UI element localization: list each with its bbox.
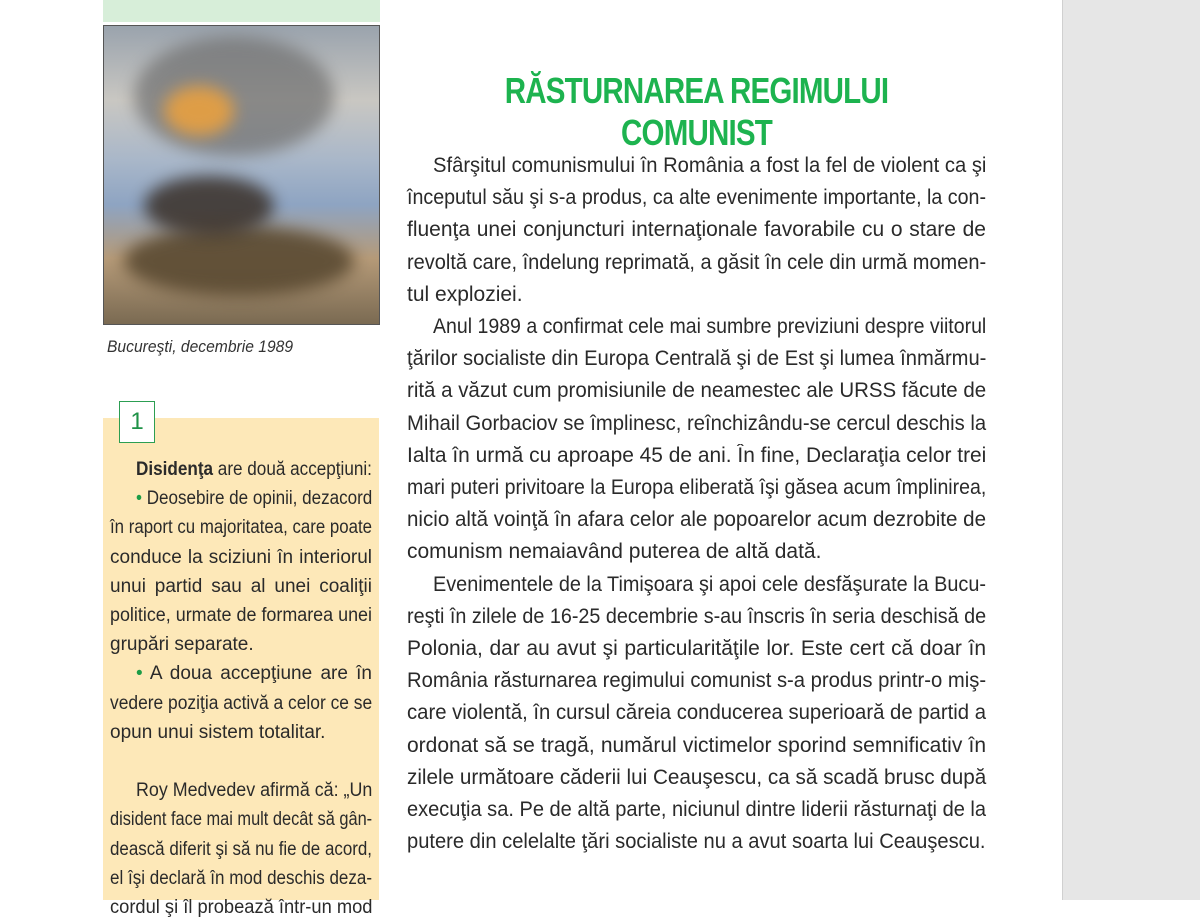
text-line [110,513,372,542]
text-line [407,182,986,214]
header-strip [103,0,380,22]
main-text [407,150,986,858]
line-text: începutul său şi s-a produs, ca alte evenimente importante, la con- [407,186,986,210]
text-line [407,472,986,504]
text-line [110,805,372,834]
text-line [110,776,372,805]
line-text: nicio altă voinţă în afara celor ale popoarelor acum dezrobite de [407,508,986,532]
bullet-icon: • [136,663,143,685]
line-text: fluenţa unei conjuncturi internaţionale favorabile cu o stare de [407,218,986,242]
line-text: reşti în zilele de 16-25 decembrie s-au înscris în seria deschisă de [407,604,987,628]
line-text: tul exploziei. [407,282,523,306]
text-line [407,794,986,826]
text-line [407,247,986,279]
text-line [110,455,372,484]
text-line [110,601,372,630]
line-text: Mihail Gorbaciov se împlinesc, reînchizându-se cercul deschis la [407,411,987,435]
line-text: conduce la sciziuni în interiorul [110,546,372,568]
text-line [407,343,986,375]
line-text: dească diferit şi să nu fie de acord, [110,838,372,860]
line-text: comunism nemaiavând puterea de altă dată. [407,540,822,564]
line-text: execuţia sa. Pe de altă parte, niciunul dintre liderii răsturnaţi de la [407,798,987,822]
line-text: Anul 1989 a confirmat cele mai sumbre previziuni despre viitorul [433,315,987,339]
text-line [407,665,986,697]
text-line [407,440,986,472]
page-title: RĂSTURNAREA REGIMULUI COMUNIST [504,70,889,153]
text-line [407,214,986,246]
text-line [407,601,986,633]
line-text: zilele următoare căderii lui Ceauşescu, ca să scadă brusc după [407,765,987,789]
line-text: ordonat să se tragă, numărul victimelor sporind semnificativ în [407,733,986,757]
line-text: rită a văzut cum promisiunile de neamestec ale URSS făcute de [407,379,987,403]
photo-tank-bucharest [103,25,380,325]
sidebar-number-badge: 1 [119,401,155,443]
line-text: Roy Medvedev afirmă că: „Un [136,780,373,802]
text-line [407,633,986,665]
line-text: ţărilor socialiste din Europa Centrală şi de Est şi lumea înmărmu- [407,347,987,371]
line-text: în raport cu majoritatea, care poate [110,517,372,539]
text-line [110,689,372,718]
text-line [407,762,986,794]
text-line [110,835,372,864]
photo-caption: Bucureşti, decembrie 1989 [107,337,294,356]
text-line [407,150,986,182]
text-line [110,864,372,893]
text-line [110,718,372,747]
text-line [407,279,986,311]
text-line [110,484,372,513]
text-line [407,536,986,568]
text-line [407,311,986,343]
text-line [110,893,372,922]
line-text: A doua accepţiune are în [149,663,373,685]
line-text: Evenimentele de la Timişoara şi apoi cele desfăşurate la Bucu- [433,572,986,596]
line-text: grupări separate. [110,634,254,656]
line-text: politice, urmate de formarea unei [110,605,372,627]
line-text: revoltă care, îndelung reprimată, a găsit în cele din urmă momen- [407,250,987,274]
line-text: disident face mai mult decât să gân- [110,809,373,831]
line-text: Polonia, dar au avut şi particularităţile lor. Este cert că doar în [407,637,986,661]
text-line [110,543,372,572]
text-line [407,569,986,601]
viewer-background [1062,0,1200,900]
sidebar-text [110,455,372,922]
text-line [110,630,372,659]
line-text: vedere poziţia activă a celor ce se [110,692,373,714]
line-text: putere din celelalte ţări socialiste nu a avut soarta lui Ceauşescu. [407,830,986,854]
text-line [110,747,372,776]
text-line [407,730,986,762]
line-text: mari puteri privitoare la Europa eliberată îşi găsea acum împlinirea, [407,476,987,500]
line-text: opun unui sistem totalitar. [110,721,326,743]
line-text: el îşi declară în mod deschis deza- [110,867,372,889]
line-text: cordul şi îl probează într-un mod [110,897,373,919]
bullet-icon: • [136,488,142,510]
text-line [407,697,986,729]
line-text: care violentă, în cursul căreia conducerea superioară de partid a [407,701,986,725]
text-line [407,375,986,407]
line-text: Deosebire de opinii, dezacord [146,488,373,510]
line-text: Sfârşitul comunismului în România a fost la fel de violent ca şi [433,154,987,177]
line-text: România răsturnarea regimului comunist s-a produs printr-o miş- [407,669,987,693]
text-line [110,572,372,601]
line-text: Ialta în urmă cu aproape 45 de ani. În fine, Declaraţia celor trei [407,443,987,467]
text-line [407,408,986,440]
line-text: are două accepţiuni: [213,459,372,480]
text-line [110,659,372,688]
text-line [407,504,986,536]
line-text: unui partid sau al unei coaliţii [110,575,372,597]
defined-term: Disidenţa [136,459,214,480]
text-line [407,826,986,858]
